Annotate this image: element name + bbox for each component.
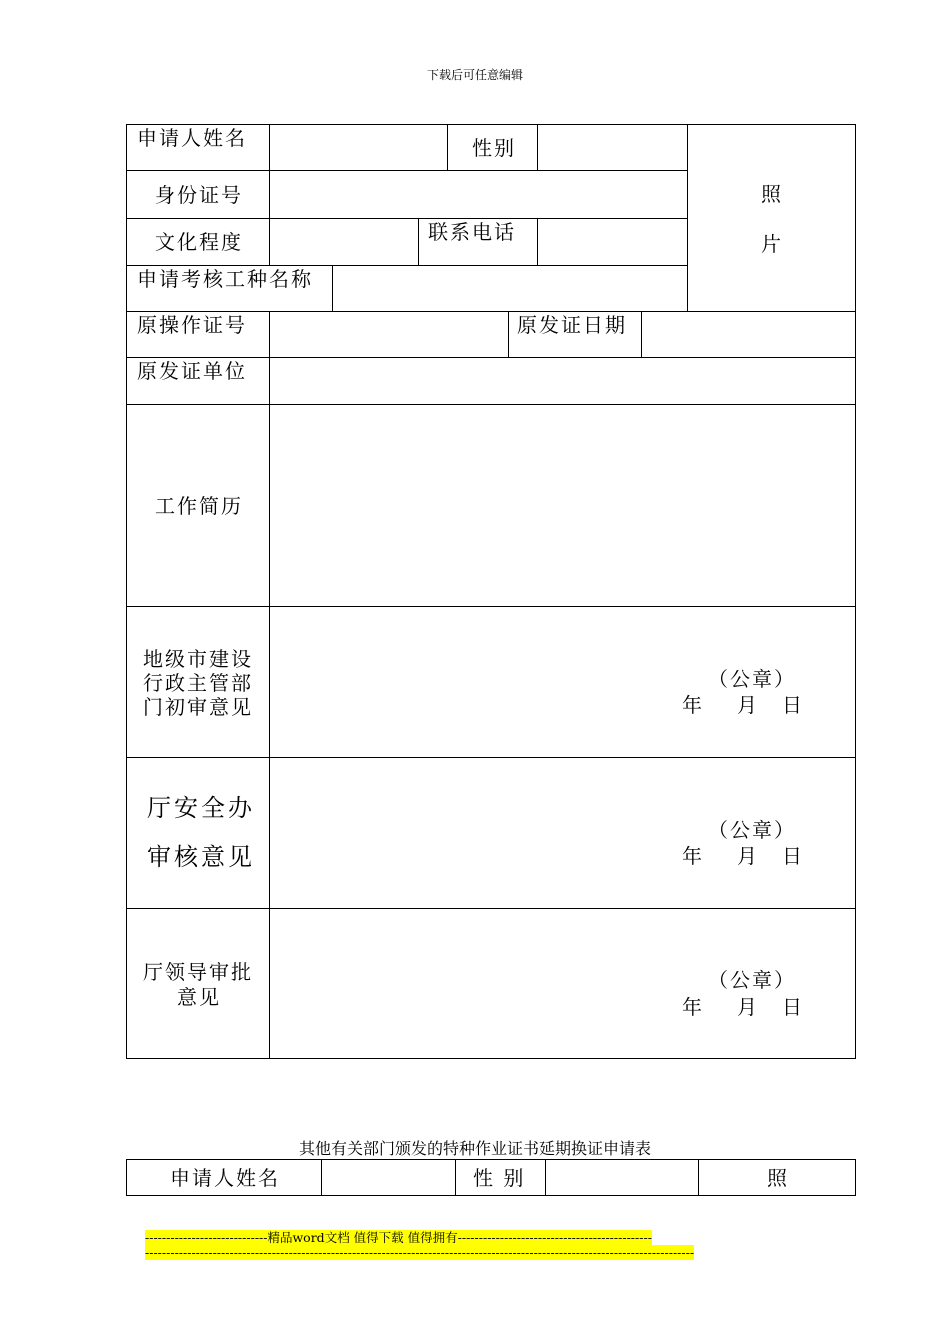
date-year: 年 bbox=[682, 995, 704, 1019]
label-id-number: 身份证号 bbox=[155, 183, 243, 207]
safety-review-line: 厅安全办 bbox=[147, 794, 255, 822]
date-day: 日 bbox=[782, 995, 804, 1019]
city-review-line: 门初审意见 bbox=[143, 695, 253, 719]
date-month: 月 bbox=[737, 844, 759, 868]
date-month: 月 bbox=[737, 693, 759, 717]
city-review-line: 地级市建设 bbox=[143, 647, 253, 671]
city-review-line: 行政主管部 bbox=[143, 671, 253, 695]
seal-text: （公章） bbox=[708, 818, 796, 842]
date-month: 月 bbox=[737, 995, 759, 1019]
date-day: 日 bbox=[782, 693, 804, 717]
photo-label-bottom: 片 bbox=[761, 232, 783, 256]
label-orig-issuer: 原发证单位 bbox=[137, 359, 247, 383]
label-orig-cert-no: 原操作证号 bbox=[137, 313, 247, 337]
header-note: 下载后可任意编辑 bbox=[426, 68, 523, 82]
label-phone: 联系电话 bbox=[428, 220, 516, 244]
form2-label-applicant-name: 申请人姓名 bbox=[170, 1166, 280, 1190]
leader-review-line: 厅领导审批 bbox=[143, 960, 253, 984]
form2-label-gender: 性 别 bbox=[473, 1166, 526, 1190]
label-education: 文化程度 bbox=[155, 230, 243, 254]
footer-banner bbox=[145, 1230, 694, 1260]
date-year: 年 bbox=[682, 693, 704, 717]
leader-review-line: 意见 bbox=[177, 985, 221, 1009]
form2-photo-label: 照 bbox=[767, 1166, 789, 1190]
label-orig-issue-date: 原发证日期 bbox=[517, 313, 627, 337]
footer-line-1: -----------------------------精品word文档 值得下载 值得拥有---------------------------------------------- bbox=[145, 1230, 652, 1245]
photo-label-top: 照 bbox=[761, 182, 783, 206]
label-job-type: 申请考核工种名称 bbox=[137, 267, 313, 291]
seal-text: （公章） bbox=[708, 667, 796, 691]
date-year: 年 bbox=[682, 844, 704, 868]
label-gender: 性别 bbox=[472, 136, 516, 160]
form2-title: 其他有关部门颁发的特种作业证书延期换证申请表 bbox=[298, 1139, 651, 1158]
label-applicant-name: 申请人姓名 bbox=[137, 126, 247, 150]
safety-review-line: 审核意见 bbox=[147, 843, 255, 871]
footer-line-2: ---------------------------------------------------------------------------------------------------------------------------------- bbox=[145, 1245, 695, 1260]
label-work-history: 工作简历 bbox=[155, 494, 243, 518]
seal-text: （公章） bbox=[708, 968, 796, 992]
date-day: 日 bbox=[782, 844, 804, 868]
